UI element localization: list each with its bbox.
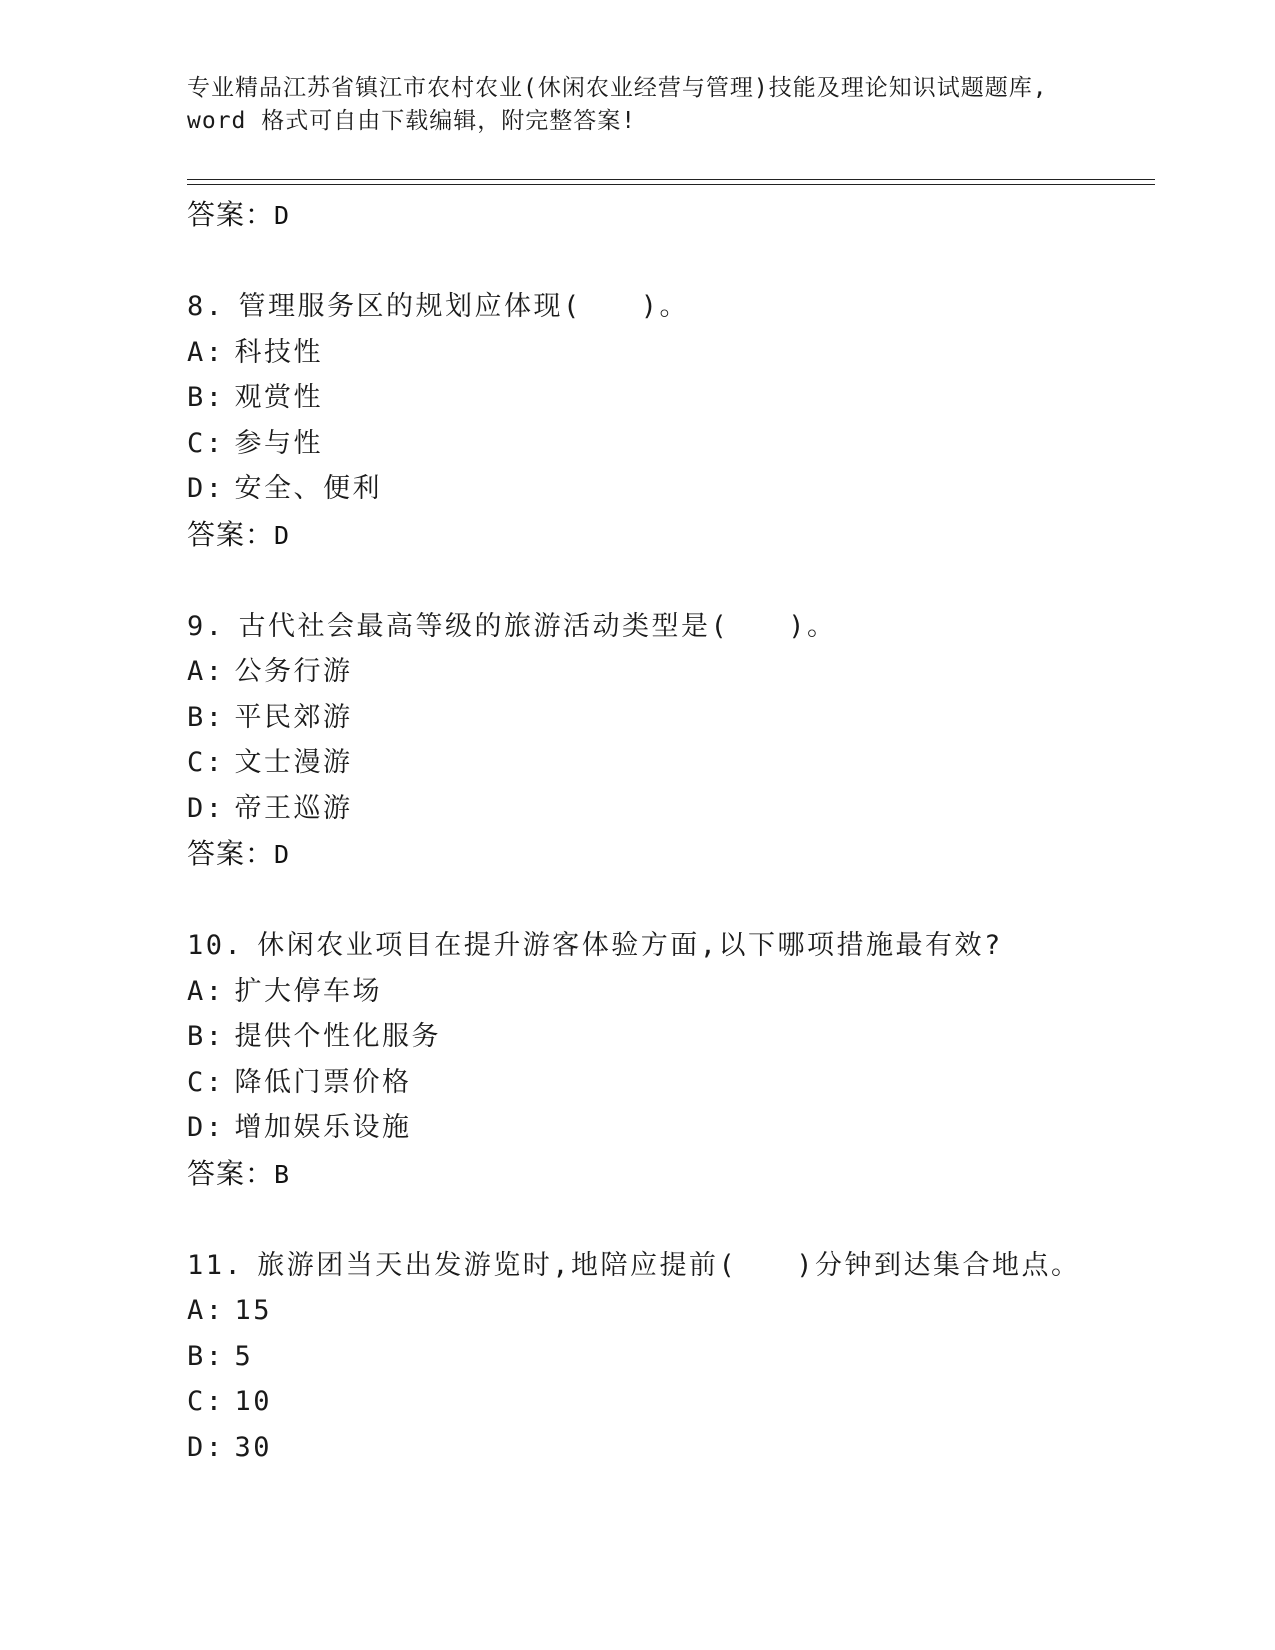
question-gap <box>187 558 1155 604</box>
answer-value: D <box>274 840 291 869</box>
option-text: 文士漫游 <box>234 747 353 778</box>
option-c <box>187 740 1155 786</box>
question-list <box>187 192 1155 1470</box>
option-label: D: <box>187 1431 225 1463</box>
question-text: 旅游团当天出发游览时,地陪应提前( )分钟到达集合地点。 <box>257 1249 1081 1281</box>
option-text: 公务行游 <box>234 656 353 687</box>
document-header <box>187 72 1087 138</box>
option-label: C: <box>187 1386 225 1417</box>
option-label: D: <box>187 1112 225 1143</box>
answer-line <box>187 1151 1155 1197</box>
option-label: A: <box>187 975 225 1007</box>
header-rule-top <box>187 179 1155 180</box>
option-a <box>187 649 1155 695</box>
question-gap <box>187 238 1155 284</box>
option-label: B: <box>187 1340 225 1372</box>
option-label: A: <box>187 1295 225 1326</box>
option-a <box>187 969 1155 1015</box>
option-label: A: <box>187 336 225 368</box>
question-number: 10. <box>187 930 244 961</box>
option-text: 增加娱乐设施 <box>234 1112 412 1143</box>
question-stem <box>187 923 1155 969</box>
question-number: 11. <box>187 1249 244 1281</box>
option-text: 观赏性 <box>234 382 324 413</box>
option-d <box>187 1425 1155 1471</box>
question-stem <box>187 284 1155 330</box>
answer-prefix: 答案： <box>187 517 275 551</box>
option-label: C: <box>187 747 225 778</box>
option-label: C: <box>187 427 225 459</box>
answer-line <box>187 192 1155 238</box>
header-line-1: 专业精品江苏省镇江市农村农业(休闲农业经营与管理)技能及理论知识试题题库, <box>187 75 1048 101</box>
option-text: 提供个性化服务 <box>234 1021 442 1052</box>
option-b <box>187 695 1155 741</box>
option-b <box>187 1014 1155 1060</box>
option-text: 帝王巡游 <box>234 792 353 824</box>
option-d <box>187 466 1155 512</box>
answer-prefix: 答案： <box>187 1156 275 1190</box>
option-label: B: <box>187 382 225 413</box>
question-gap <box>187 1197 1155 1243</box>
answer-prefix: 答案： <box>187 837 275 870</box>
option-c <box>187 1379 1155 1425</box>
option-label: D: <box>187 792 225 824</box>
option-text: 5 <box>234 1340 254 1372</box>
option-text: 平民郊游 <box>234 701 353 733</box>
option-text: 15 <box>234 1295 273 1326</box>
answer-value: D <box>274 520 291 550</box>
header-rule-bottom <box>187 184 1155 185</box>
answer-value: D <box>274 201 291 230</box>
option-b <box>187 375 1155 421</box>
option-label: A: <box>187 656 225 687</box>
question-text: 休闲农业项目在提升游客体验方面,以下哪项措施最有效? <box>257 930 1003 961</box>
option-label: B: <box>187 701 225 733</box>
option-text: 10 <box>234 1386 273 1417</box>
option-d <box>187 1105 1155 1151</box>
answer-prefix: 答案： <box>187 198 275 231</box>
option-text: 安全、便利 <box>234 473 383 504</box>
answer-value: B <box>274 1159 291 1189</box>
option-text: 科技性 <box>234 336 324 368</box>
option-a <box>187 330 1155 376</box>
option-text: 降低门票价格 <box>234 1066 412 1098</box>
header-line-2: word 格式可自由下载编辑，附完整答案! <box>187 108 637 134</box>
option-c <box>187 421 1155 467</box>
option-b <box>187 1334 1155 1380</box>
answer-line <box>187 512 1155 558</box>
question-stem <box>187 604 1155 650</box>
option-a <box>187 1288 1155 1334</box>
answer-line <box>187 831 1155 877</box>
option-text: 参与性 <box>234 427 324 459</box>
question-text: 管理服务区的规划应体现( )。 <box>238 291 690 322</box>
option-text: 30 <box>234 1431 273 1463</box>
question-gap <box>187 877 1155 923</box>
question-number: 8. <box>187 291 225 322</box>
option-d <box>187 786 1155 832</box>
option-label: C: <box>187 1066 225 1098</box>
option-text: 扩大停车场 <box>234 975 383 1007</box>
option-c <box>187 1060 1155 1106</box>
question-number: 9. <box>187 610 225 642</box>
question-block-9 <box>187 604 1155 878</box>
question-block-10 <box>187 923 1155 1197</box>
question-block-8 <box>187 284 1155 558</box>
question-block-11 <box>187 1243 1155 1471</box>
question-text: 古代社会最高等级的旅游活动类型是( )。 <box>238 610 837 642</box>
option-label: D: <box>187 473 225 504</box>
option-label: B: <box>187 1021 225 1052</box>
question-stem <box>187 1243 1155 1289</box>
